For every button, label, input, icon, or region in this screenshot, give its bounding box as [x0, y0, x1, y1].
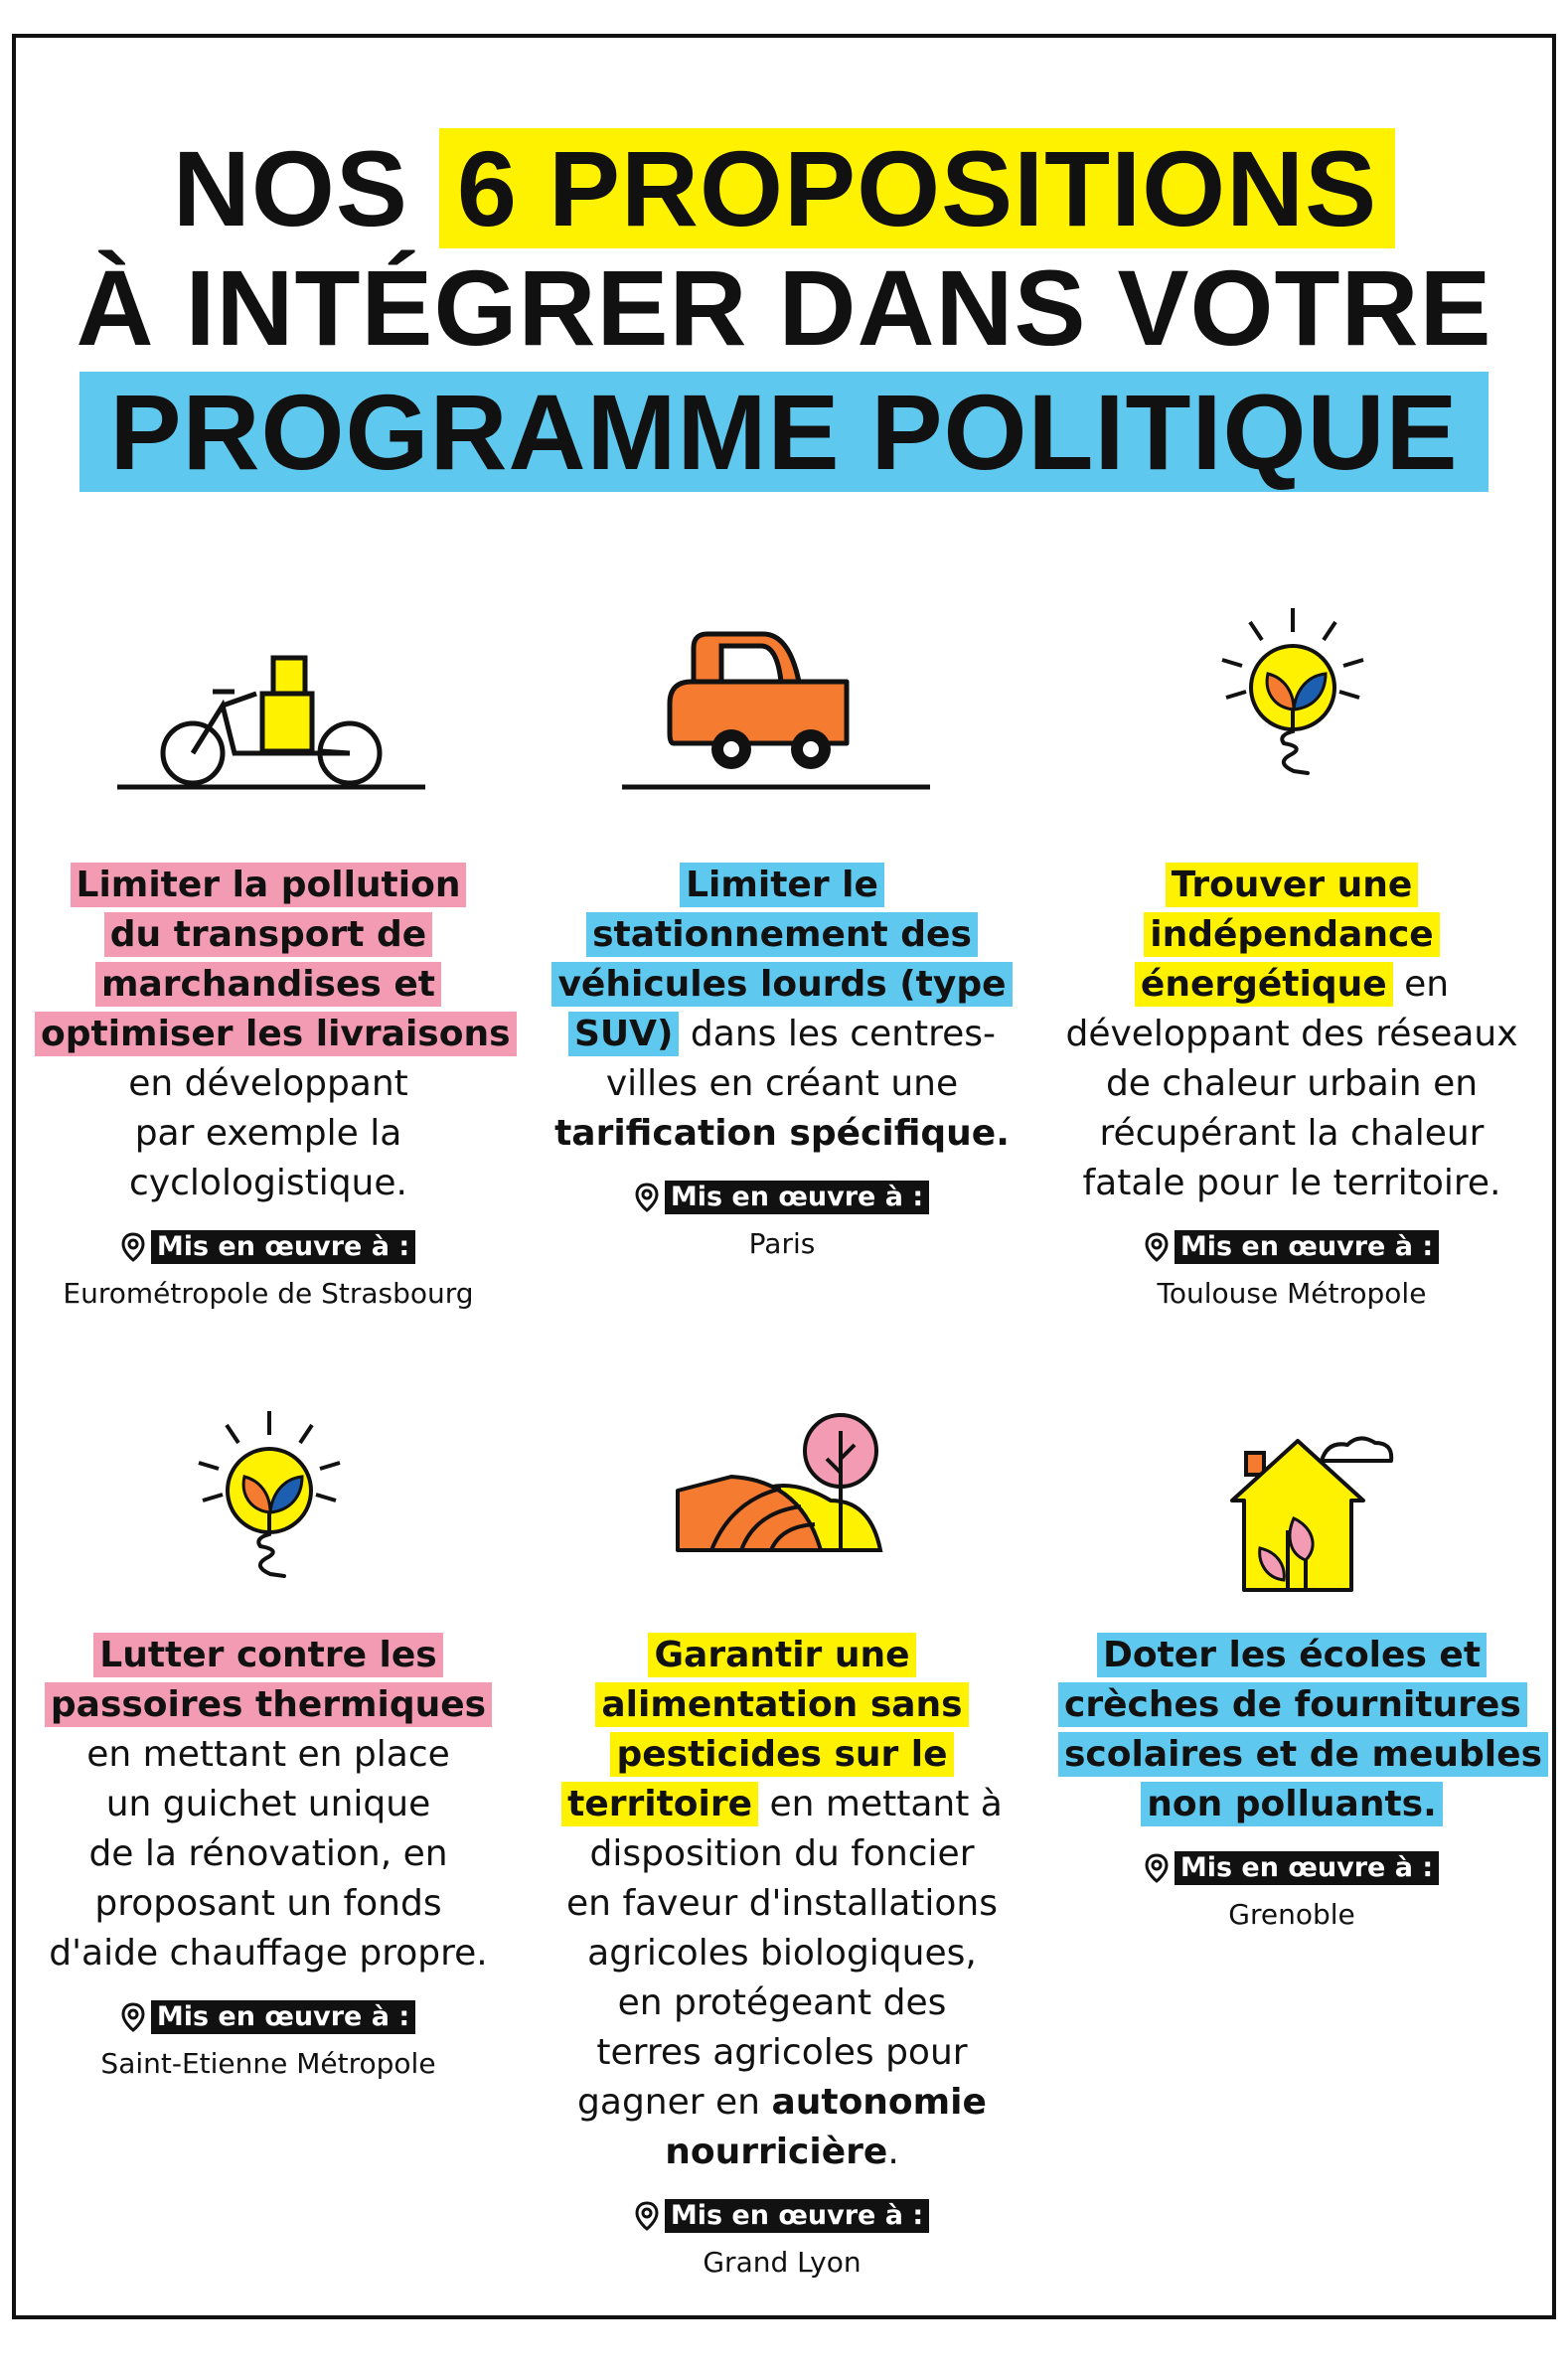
proposition-4-highlight: Lutter contre les	[93, 1633, 443, 1677]
proposition-5-highlight: alimentation sans	[595, 1682, 968, 1727]
location-pin-icon	[1145, 1853, 1169, 1883]
implementation-place: Grand Lyon	[703, 2246, 862, 2279]
proposition-5-text: disposition du foncier	[589, 1833, 975, 1874]
implementation-info	[35, 1996, 502, 2082]
proposition-2-bold-text: tarification spécifique.	[554, 1113, 1010, 1154]
implementation-label: Mis en œuvre à :	[665, 1181, 929, 1214]
proposition-5	[549, 1631, 1016, 2281]
proposition-1-highlight: Limiter la pollution	[71, 863, 467, 907]
proposition-5-text: .	[887, 2132, 899, 2172]
implementation-label: Mis en œuvre à :	[151, 1230, 415, 1264]
proposition-1	[35, 861, 511, 1312]
proposition-4-text: en mettant en place	[86, 1734, 450, 1775]
proposition-5-text: gagner en	[577, 2082, 772, 2123]
proposition-3-highlight: Trouver une	[1166, 863, 1419, 907]
field-tree-icon	[672, 1401, 890, 1600]
proposition-2-text: villes en créant une	[605, 1063, 959, 1104]
implementation-place: Paris	[748, 1227, 816, 1260]
cargo-bike-icon	[117, 646, 430, 795]
proposition-6	[1058, 1631, 1542, 1933]
proposition-5-text: en protégeant des	[617, 1982, 947, 2023]
proposition-5-text: en mettant à	[758, 1784, 1003, 1824]
proposition-4-text: proposant un fonds	[94, 1883, 442, 1924]
proposition-4-highlight: passoires thermiques	[45, 1682, 492, 1727]
title-line-2: À INTÉGRER DANS VOTRE	[76, 247, 1492, 368]
proposition-1-highlight: marchandises et	[95, 962, 441, 1007]
implementation-place: Saint-Etienne Métropole	[100, 2047, 436, 2080]
lightbulb-plant-icon	[195, 1411, 344, 1595]
implementation-info	[1058, 1226, 1525, 1312]
proposition-3-highlight: indépendance	[1144, 912, 1439, 957]
proposition-3	[1058, 861, 1525, 1312]
implementation-label: Mis en œuvre à :	[1175, 1851, 1439, 1885]
implementation-info	[35, 1226, 502, 1312]
house-plant-icon	[1228, 1431, 1397, 1595]
title-part-propositions: 6 PROPOSITIONS	[439, 128, 1395, 248]
car-icon	[622, 626, 940, 795]
proposition-2-highlight: véhicules lourds (type	[551, 962, 1012, 1007]
implementation-place: Toulouse Métropole	[1157, 1277, 1427, 1310]
proposition-1-text: par exemple la	[134, 1113, 402, 1154]
location-pin-icon	[1145, 1232, 1169, 1262]
proposition-5-text: en faveur d'installations	[566, 1883, 998, 1924]
proposition-1-highlight: du transport de	[104, 912, 432, 957]
proposition-6-highlight: scolaires et de meubles	[1058, 1732, 1548, 1777]
implementation-label: Mis en œuvre à :	[151, 2000, 415, 2034]
implementation-label: Mis en œuvre à :	[665, 2199, 929, 2233]
proposition-1-text: en développant	[128, 1063, 408, 1104]
proposition-5-text: terres agricoles pour	[596, 2032, 968, 2073]
proposition-3-text: développant des réseaux	[1065, 1014, 1518, 1054]
proposition-3-text: récupérant la chaleur	[1099, 1113, 1485, 1154]
proposition-3-text: fatale pour le territoire.	[1082, 1163, 1501, 1203]
implementation-info	[549, 2195, 1016, 2281]
title-line-1	[0, 129, 1568, 248]
location-pin-icon	[635, 1183, 659, 1212]
proposition-4-text: de la rénovation, en	[88, 1833, 448, 1874]
location-pin-icon	[121, 1232, 145, 1262]
proposition-5-bold-text: nourricière	[665, 2132, 888, 2172]
proposition-6-highlight: crèches de fournitures	[1058, 1682, 1527, 1727]
proposition-5-text: agricoles biologiques,	[587, 1933, 977, 1974]
implementation-info	[1058, 1847, 1525, 1933]
title-line-3	[0, 373, 1568, 492]
proposition-4-text: un guichet unique	[105, 1784, 431, 1824]
implementation-label: Mis en œuvre à :	[1175, 1230, 1439, 1264]
implementation-place: Eurométropole de Strasbourg	[63, 1277, 474, 1310]
proposition-4-text: d'aide chauffage propre.	[49, 1933, 488, 1974]
proposition-2	[549, 861, 1016, 1262]
proposition-1-highlight: optimiser les livraisons	[35, 1012, 517, 1056]
proposition-3-text: en	[1392, 964, 1450, 1005]
proposition-5-highlight: Garantir une	[648, 1633, 915, 1677]
location-pin-icon	[121, 2002, 145, 2032]
proposition-2-highlight: Limiter le	[680, 863, 884, 907]
title-part-programme: PROGRAMME POLITIQUE	[79, 372, 1488, 492]
proposition-1-text: cyclologistique.	[129, 1163, 407, 1203]
implementation-info	[549, 1177, 1016, 1262]
proposition-5-bold-text: autonomie	[771, 2082, 987, 2123]
lightbulb-plant-icon	[1218, 608, 1367, 792]
proposition-4	[35, 1631, 502, 2082]
location-pin-icon	[635, 2201, 659, 2231]
title-part-nos: NOS	[172, 128, 439, 248]
proposition-3-text: de chaleur urbain en	[1105, 1063, 1479, 1104]
proposition-6-highlight: non polluants.	[1141, 1782, 1443, 1826]
proposition-2-highlight: stationnement des	[586, 912, 978, 957]
proposition-3-highlight: énergétique	[1135, 962, 1393, 1007]
proposition-2-highlight: SUV)	[568, 1012, 679, 1056]
implementation-place: Grenoble	[1228, 1898, 1355, 1931]
proposition-2-text: dans les centres-	[679, 1014, 996, 1054]
proposition-6-highlight: Doter les écoles et	[1097, 1633, 1487, 1677]
proposition-5-highlight: territoire	[561, 1782, 758, 1826]
proposition-5-highlight: pesticides sur le	[610, 1732, 953, 1777]
